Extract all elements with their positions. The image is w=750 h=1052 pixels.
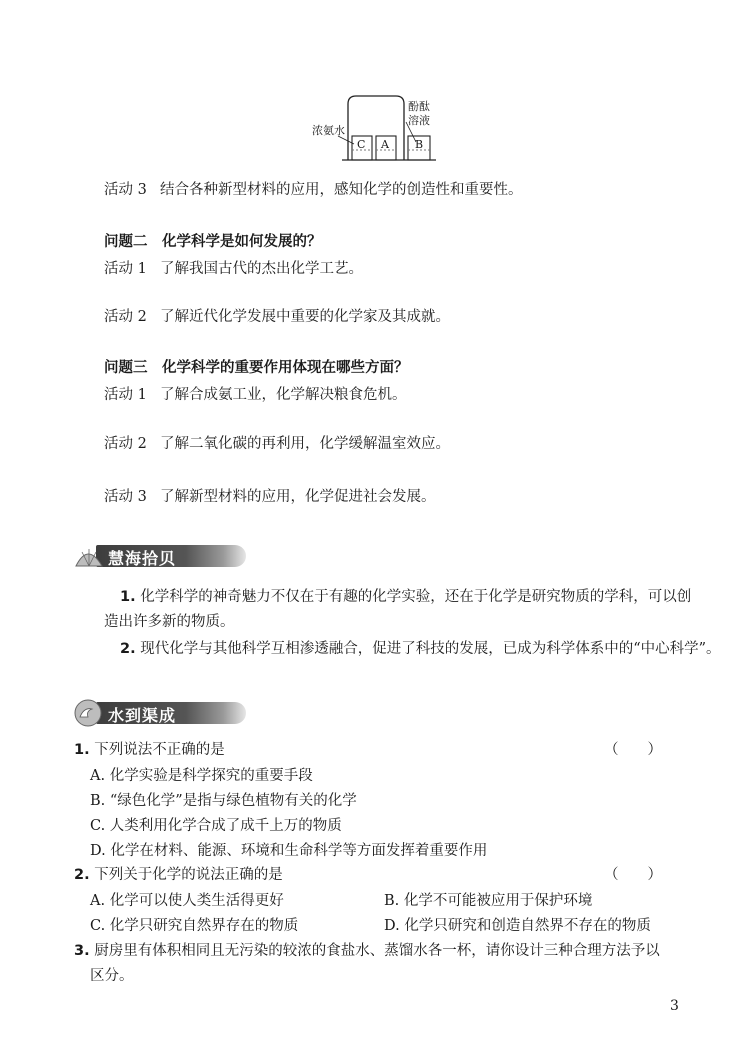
exercise-2-option-d: D. 化学只研究和创造自然界不存在的物质 xyxy=(384,918,651,934)
section-banner-shuidao xyxy=(72,697,252,729)
exercise-1-option-d: D. 化学在材料、能源、环境和生命科学等方面发挥着重要作用 xyxy=(90,843,488,859)
point-text: 化学科学的神奇魅力不仅在于有趣的化学实验，还在于化学是研究物质的学科，可以创 xyxy=(140,589,692,605)
figure-label-phenolphthalein: 酚酞 xyxy=(408,100,430,113)
beaker-label-b: B xyxy=(415,138,424,151)
activity-text: 结合各种新型材料的应用，感知化学的创造性和重要性。 xyxy=(160,182,523,198)
activity-label: 活动 3 xyxy=(104,489,147,505)
huihai-point-2 xyxy=(120,637,721,658)
activity-text: 了解二氧化碳的再利用，化学缓解温室效应。 xyxy=(160,436,450,452)
exercise-1-option-a: A. 化学实验是科学探究的重要手段 xyxy=(90,768,313,784)
activity-text: 了解近代化学发展中重要的化学家及其成就。 xyxy=(160,309,450,325)
exercise-2-stem xyxy=(74,863,283,884)
q2-activity-1 xyxy=(104,257,363,278)
exercise-1-option-c: C. 人类利用化学合成了成千上万的物质 xyxy=(90,818,342,834)
question-stem: 厨房里有体积相同且无污染的较浓的食盐水、蒸馏水各一杯，请你设计三种合理方法予以 xyxy=(94,943,660,959)
figure-label-solution: 溶液 xyxy=(408,114,430,127)
activity-text: 了解新型材料的应用，化学促进社会发展。 xyxy=(160,489,436,505)
question-2-title: 问题二 化学科学是如何发展的？ xyxy=(104,234,322,250)
q3-activity-3 xyxy=(104,485,436,506)
q3-activity-2 xyxy=(104,432,450,453)
point-number: 1. xyxy=(120,589,136,605)
q2-activity-2 xyxy=(104,305,450,326)
exercise-2-option-b: B. 化学不可能被应用于保护环境 xyxy=(384,893,593,909)
q3-activity-1 xyxy=(104,383,407,404)
activity-label: 活动 2 xyxy=(104,309,147,325)
shell-icon xyxy=(72,540,106,572)
exercise-2-option-c: C. 化学只研究自然界存在的物质 xyxy=(90,918,299,934)
beaker-label-a: A xyxy=(381,138,389,151)
answer-paren: （ ） xyxy=(604,867,662,883)
activity-text: 了解合成氨工业，化学解决粮食危机。 xyxy=(160,387,407,403)
activity-label: 活动 3 xyxy=(104,182,147,198)
wave-icon xyxy=(72,697,106,729)
beaker-label-c: C xyxy=(357,138,366,151)
exercise-2-option-a: A. 化学可以使人类生活得更好 xyxy=(90,893,284,909)
exercise-1-option-b: B. “绿色化学”是指与绿色植物有关的化学 xyxy=(90,793,357,809)
answer-paren: （ ） xyxy=(604,742,662,758)
activity-label: 活动 2 xyxy=(104,436,147,452)
huihai-point-1-line1 xyxy=(120,585,691,606)
figure-label-ammonia: 浓氨水 xyxy=(312,124,345,137)
exercise-1-stem xyxy=(74,738,225,759)
section-title: 水到渠成 xyxy=(108,706,177,725)
huihai-point-1-line2: 造出许多新的物质。 xyxy=(104,614,235,630)
point-number: 2. xyxy=(120,641,136,657)
question-number: 2. xyxy=(74,867,90,883)
question-3-title: 问题三 化学科学的重要作用体现在哪些方面？ xyxy=(104,360,409,376)
activity-text: 了解我国古代的杰出化学工艺。 xyxy=(160,261,363,277)
activity-label: 活动 1 xyxy=(104,261,147,277)
section-banner-huihai xyxy=(72,540,252,572)
exercise-3-line2: 区分。 xyxy=(90,968,134,984)
section-title: 慧海拾贝 xyxy=(108,549,177,568)
exercise-3-line1 xyxy=(74,939,660,960)
question-stem: 下列关于化学的说法正确的是 xyxy=(94,867,283,883)
page-number: 3 xyxy=(670,998,679,1014)
q1-activity-3 xyxy=(104,178,523,199)
activity-label: 活动 1 xyxy=(104,387,147,403)
question-stem: 下列说法不正确的是 xyxy=(94,742,225,758)
question-number: 1. xyxy=(74,742,90,758)
point-text: 现代化学与其他科学互相渗透融合，促进了科技的发展，已成为科学体系中的“中心科学”。 xyxy=(140,641,721,657)
question-number: 3. xyxy=(74,943,90,959)
